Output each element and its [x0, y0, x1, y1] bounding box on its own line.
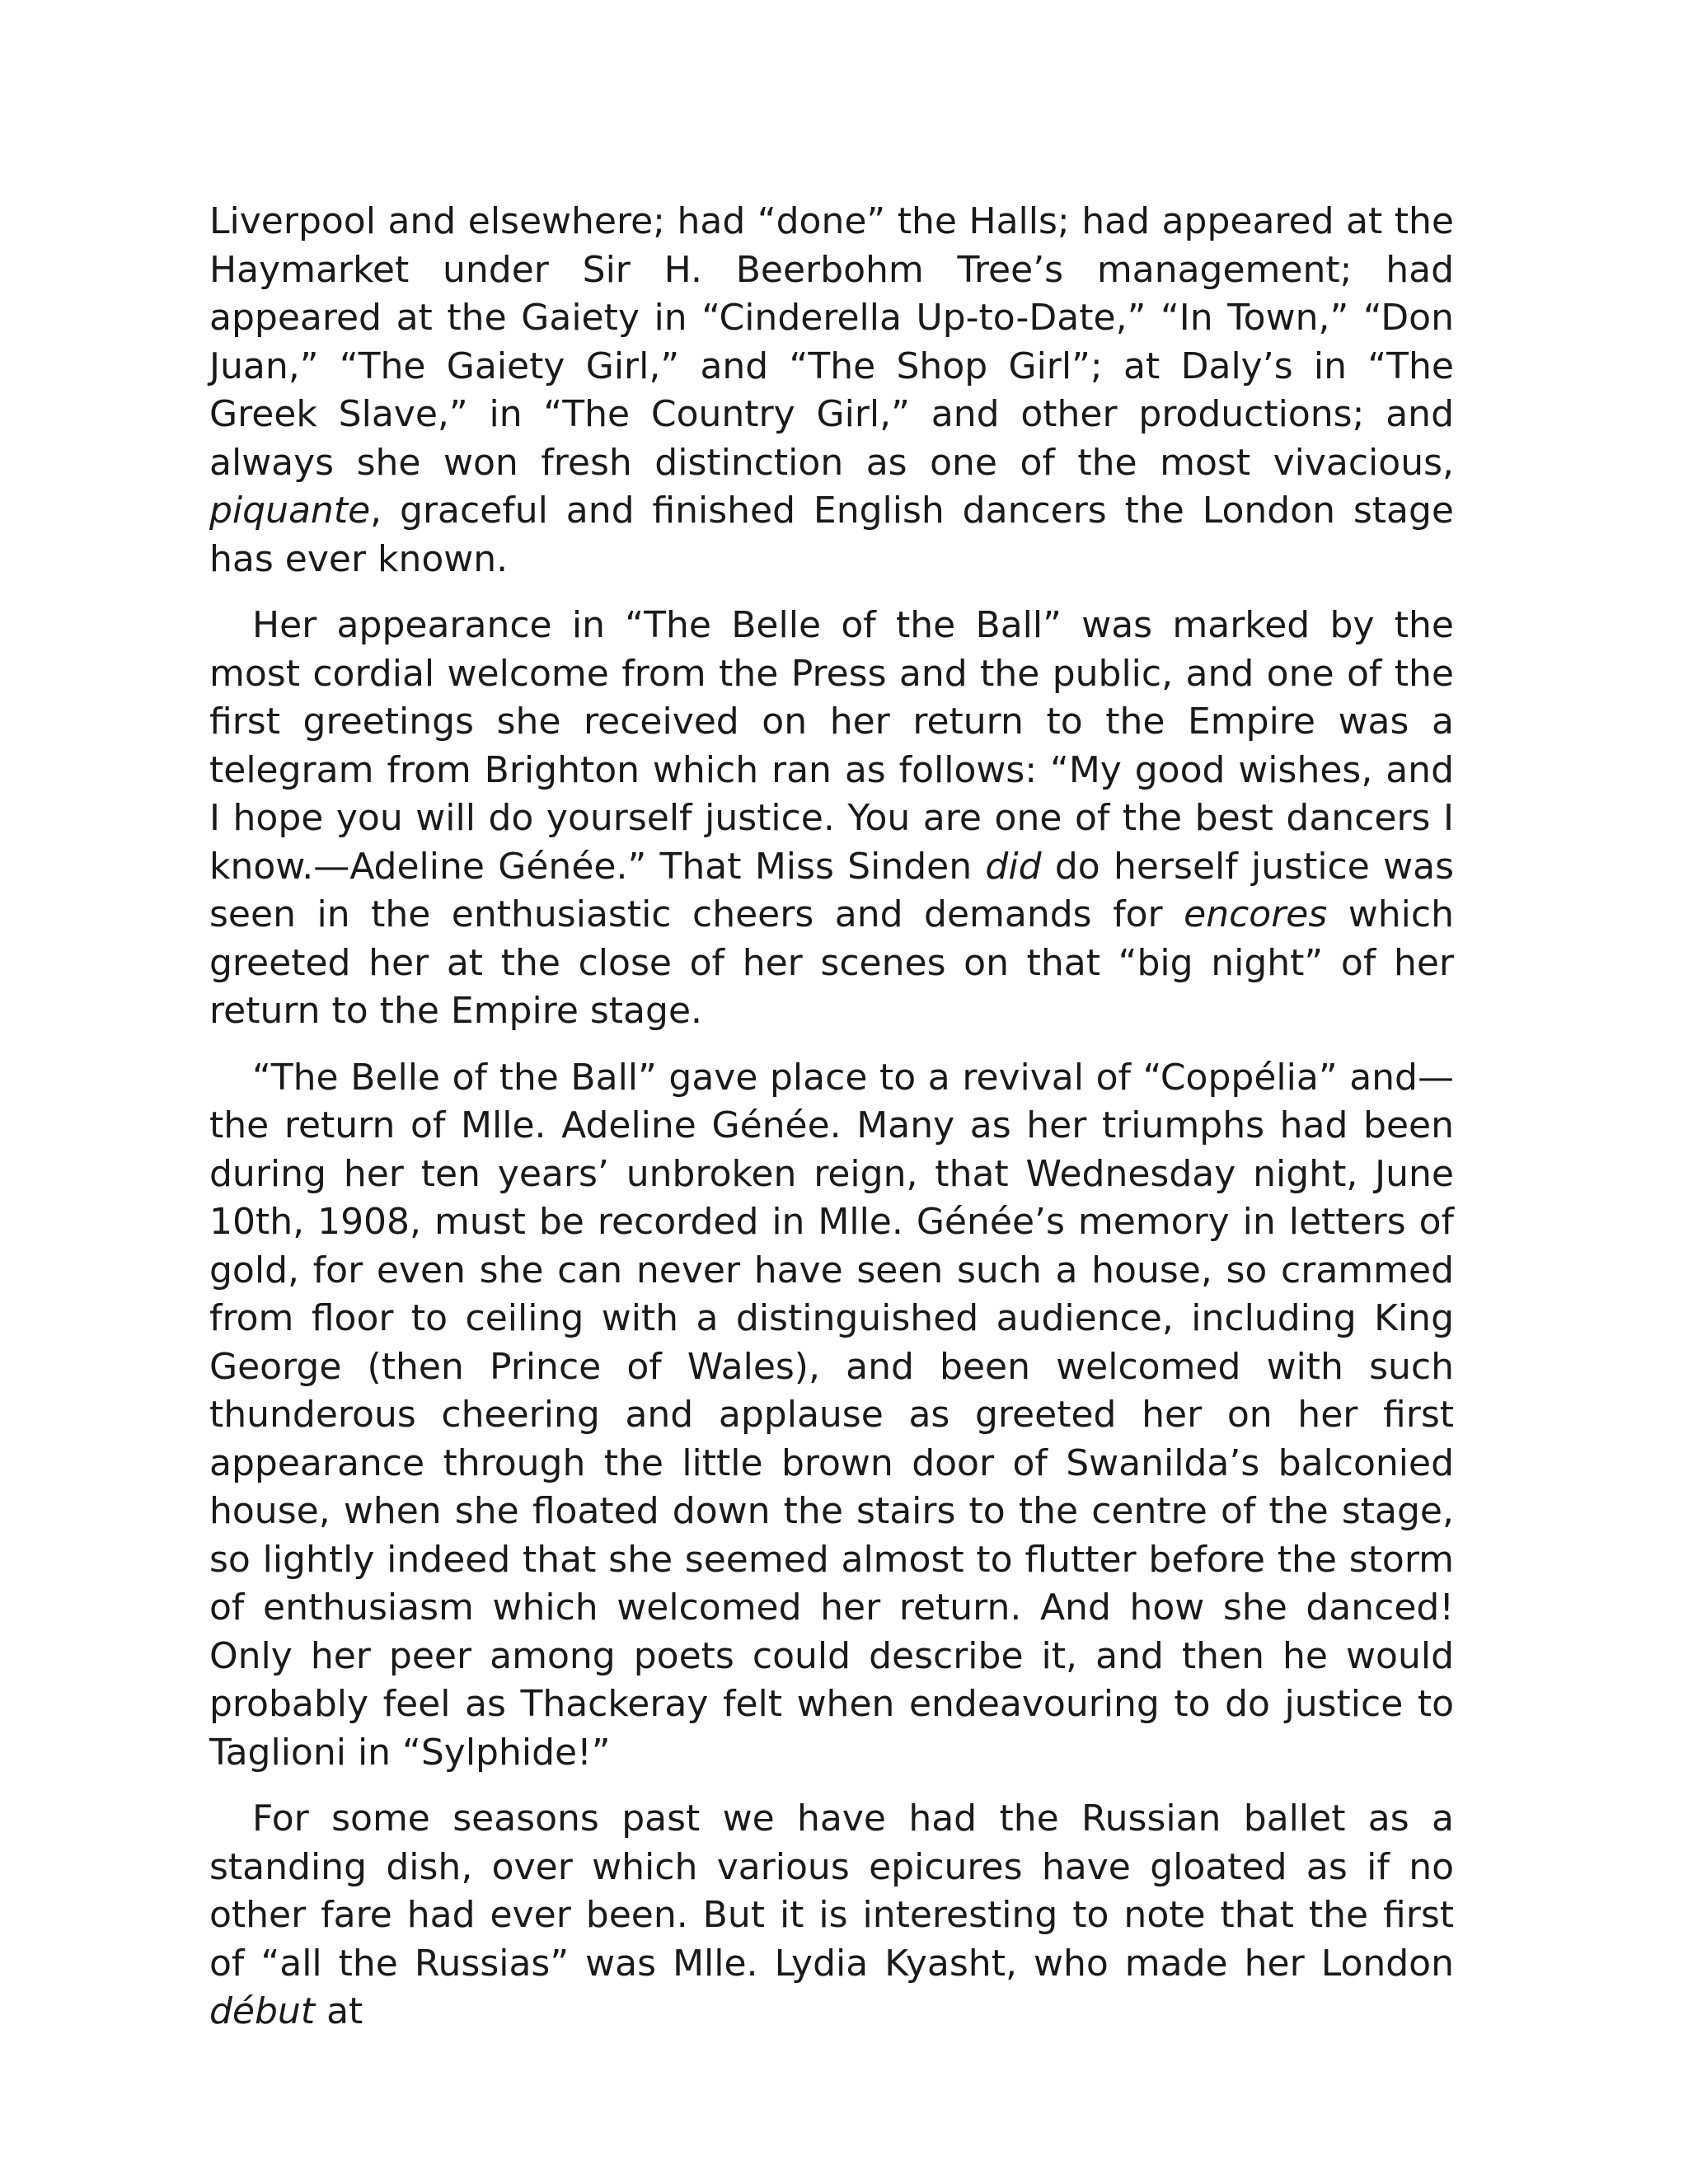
paragraph-2 [209, 602, 1454, 1036]
text-run: do herself justice was seen in the enthusiastic cheers and demands for [209, 845, 1454, 935]
text-run: which greeted her at the close of her scenes on that “big night” of her return to the Empire stage. [209, 893, 1454, 1032]
text-run: Liverpool and elsewhere; had “done” the Halls; had appeared at the Haymarket under Sir H. Beerbohm Tree’s management; had appeared at the Gaiety in “Cinderella Up-to-Date,” “In Town,” “Don Juan,” “The Gaiety Girl,” and “The Shop Girl”; at Daly’s in “The Greek Slave,” in “The Country Girl,” and other productions; and always she won fresh distinction as one of the most vivacious, [209, 200, 1454, 484]
text-run: at [315, 1990, 363, 2032]
page-body [209, 198, 1454, 2055]
italic-run: did [985, 845, 1042, 888]
paragraph-1 [209, 198, 1454, 583]
text-run: , graceful and finished English dancers the London stage has ever known. [209, 490, 1454, 580]
paragraph-4 [209, 1795, 1454, 2036]
text-run: “The Belle of the Ball” gave place to a revival of “Coppélia” and—the return of Mlle. Adeline Génée. Many as her triumphs had been during her ten years’ unbroken reign, that Wednesday night, June 10th, 1908, must be recorded in Mlle. Génée’s memory in letters of gold, for even she can never have seen such a house, so crammed from floor to ceiling with a distinguished audience, including King George (then Prince of Wales), and been welcomed with such thunderous cheering and applause as greeted her on her first appearance through the little brown door of Swanilda’s balconied house, when she floated down the stairs to the centre of the stage, so lightly indeed that she seemed almost to flutter before the storm of enthusiasm which welcomed her return. And how she danced! Only her peer among poets could describe it, and then he would probably feel as Thackeray felt when endeavouring to do justice to Taglioni in “Sylphide!” [209, 1056, 1454, 1774]
paragraph-3 [209, 1054, 1454, 1778]
text-run: For some seasons past we have had the Russian ballet as a standing dish, over which various epicures have gloated as if no other fare had ever been. But it is interesting to note that the first of “all the Russias” was Mlle. Lydia Kyasht, who made her London [209, 1797, 1454, 1985]
text-run: Her appearance in “The Belle of the Ball” was marked by the most cordial welcome from the Press and the public, and one of the first greetings she received on her return to the Empire was a telegram from Brighton which ran as follows: “My good wishes, and I hope you will do yourself justice. You are one of the best dancers I know.—Adeline Génée.” That Miss Sinden [209, 604, 1454, 888]
italic-run: début [209, 1990, 316, 2032]
italic-run: encores [1184, 893, 1328, 935]
italic-run: piquante [209, 490, 371, 532]
